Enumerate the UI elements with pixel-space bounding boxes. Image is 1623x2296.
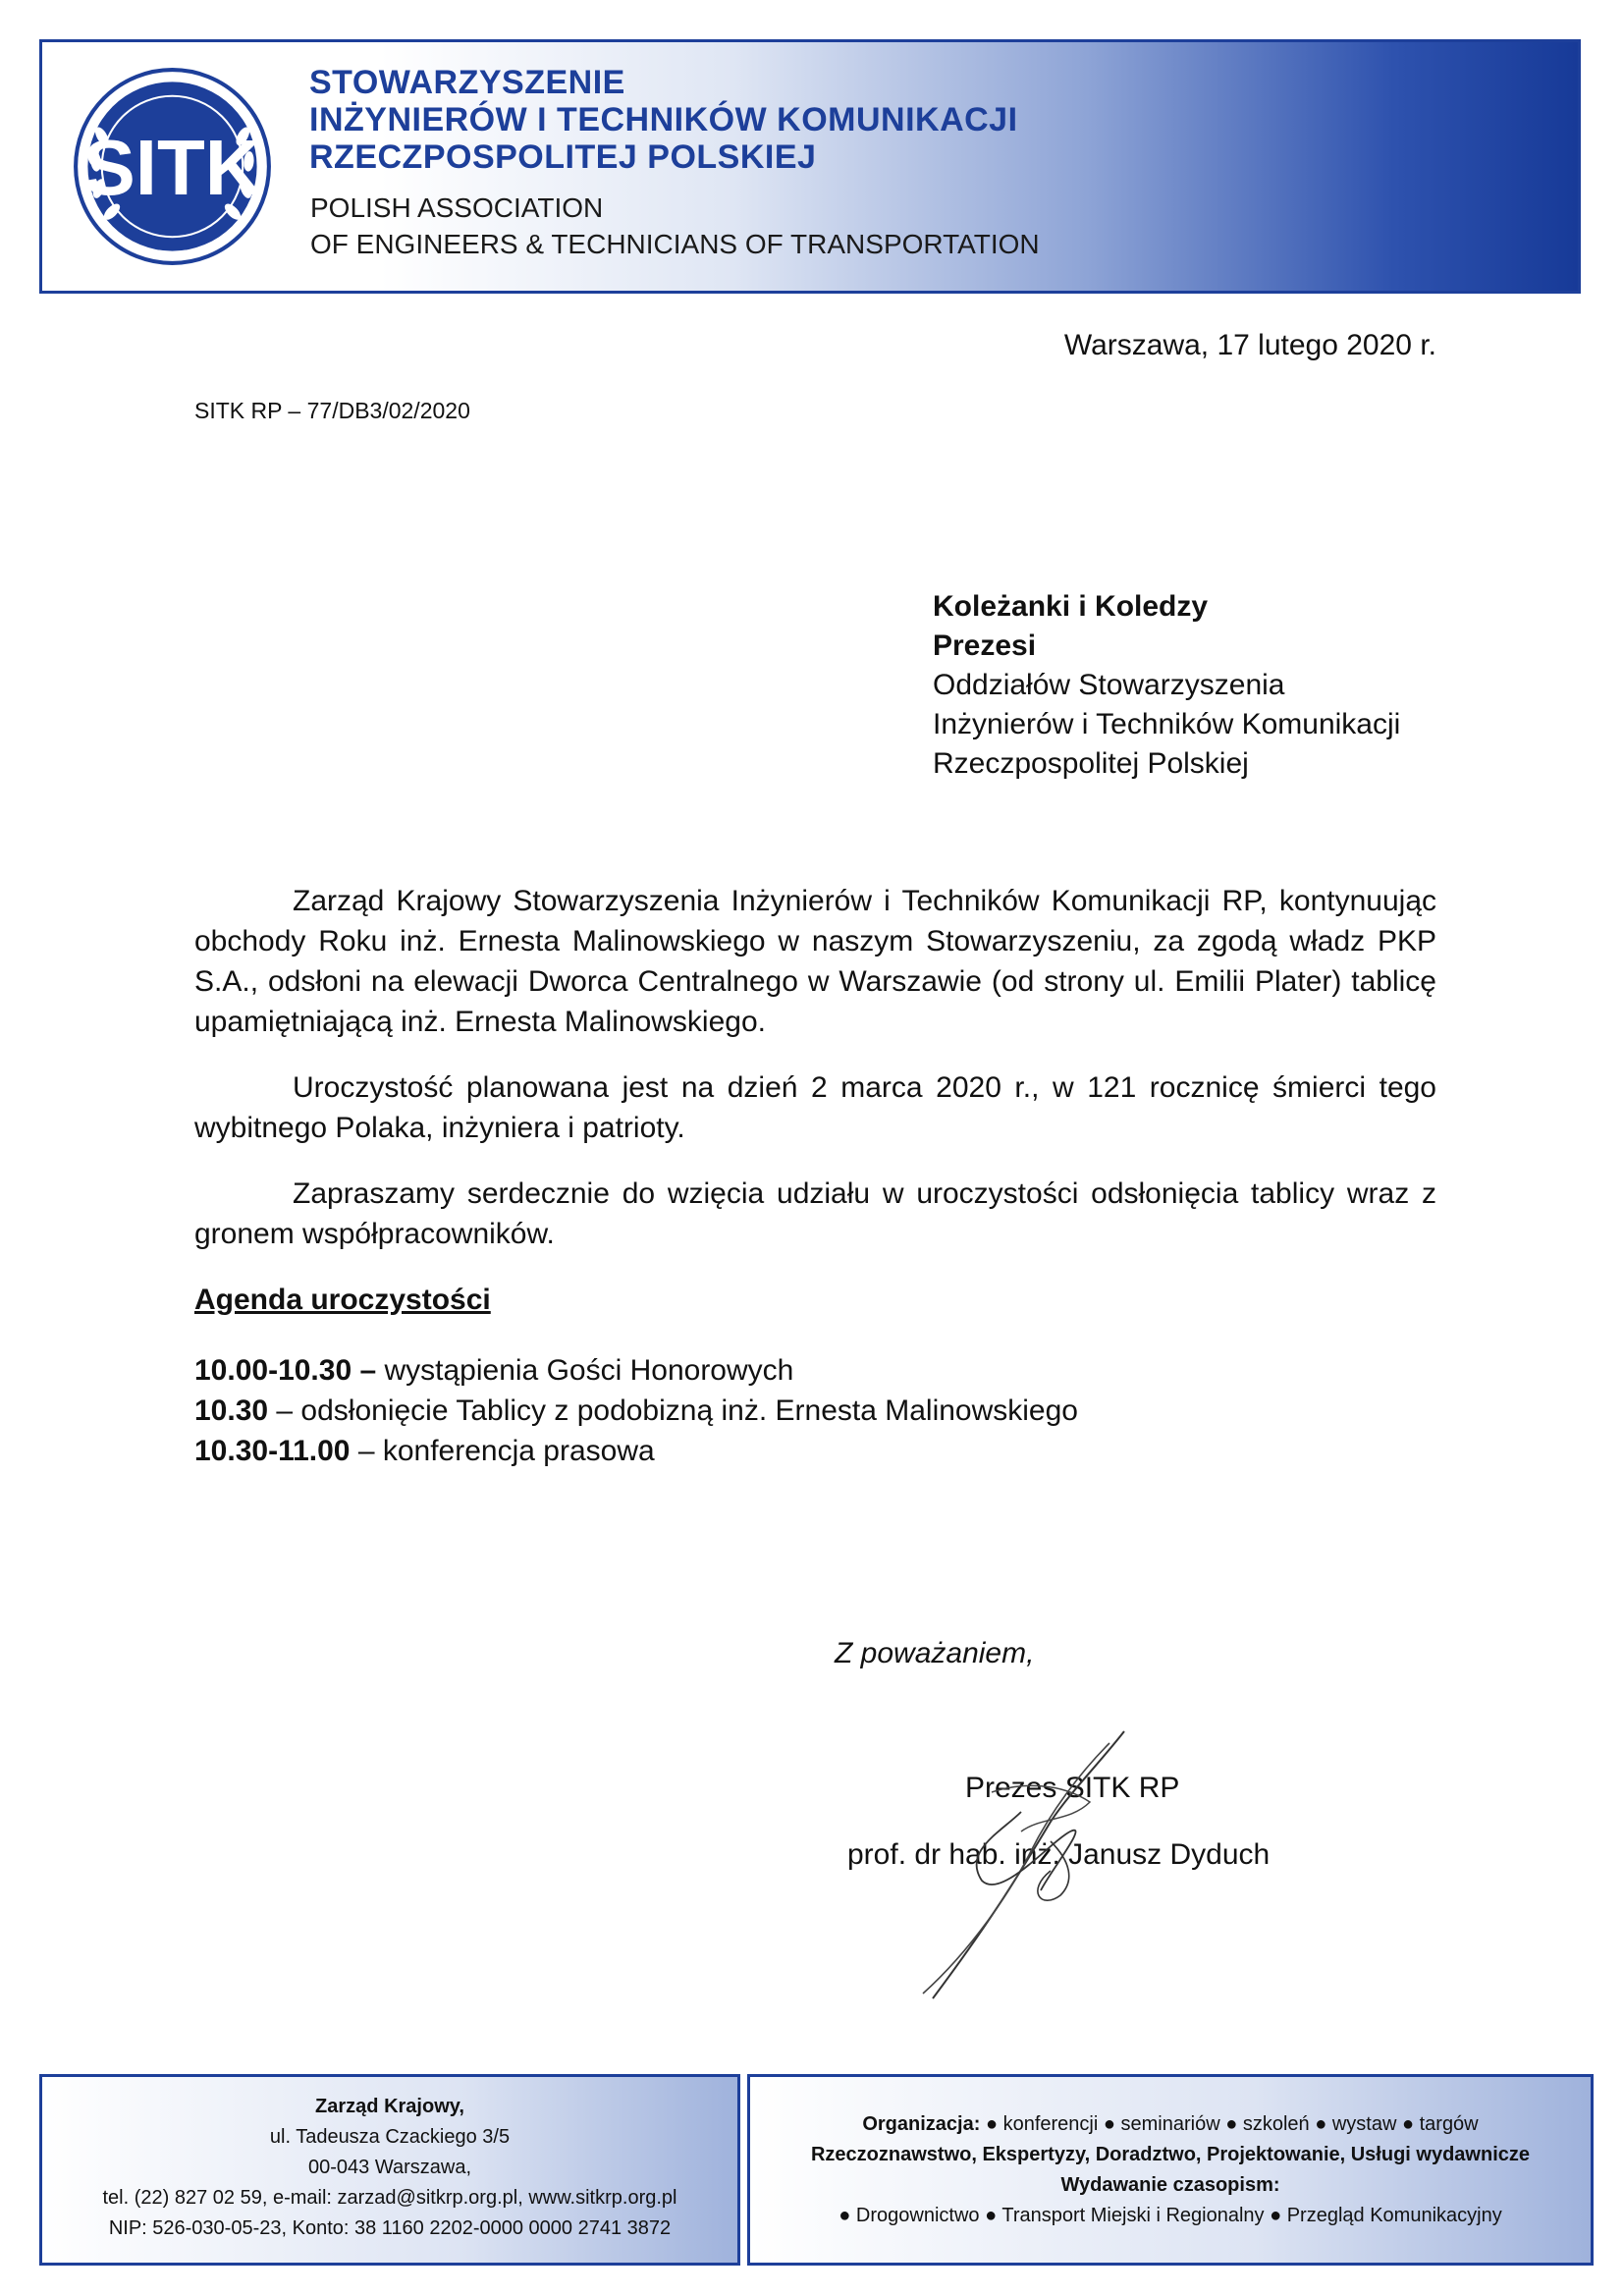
paragraph: Zarząd Krajowy Stowarzyszenia Inżynierów i Techników Komunikacji RP, kontynuując obchody Roku inż. Ernesta Malinowskiego w naszym Stowarzyszeniu, za zgodą władz PKP S.A., odsłoni na elewacji Dworca Centralnego w Warszawie (od strony ul. Emilii Plater) tablicę upamiętniającą inż. Ernesta Malinowskiego. <box>194 885 1436 1038</box>
footer-activities: Organizacja: ● konferencji ● seminariów ● szkoleń ● wystaw ● targów Rzeczoznawstwo, Ekspertyzy, Doradztwo, Projektowanie, Usługi wydawnicze Wydawanie czasopism: ● Drogownictwo ● Transport Miejski i Regionalny ● Przegląd Komunikacyjny <box>747 2074 1594 2266</box>
agenda-item: 10.30-11.00 – konferencja prasowa <box>194 1435 655 1467</box>
agenda-list <box>194 1350 1078 1471</box>
paragraph: Zapraszamy serdecznie do wzięcia udziału w uroczystości odsłonięcia tablicy wraz z gronem współpracowników. <box>194 1177 1436 1250</box>
paragraph: Uroczystość planowana jest na dzień 2 marca 2020 r., w 121 rocznicę śmierci tego wybitnego Polaka, inżyniera i patrioty. <box>194 1071 1436 1144</box>
addressee-block: Koleżanki i Koledzy Prezesi Oddziałów Stowarzyszenia Inżynierów i Techników Komunikacji Rzeczpospolitej Polskiej <box>933 590 1401 780</box>
footer-address: Zarząd Krajowy, ul. Tadeusza Czackiego 3/5 00-043 Warszawa, tel. (22) 827 02 59, e-mail: zarzad@sitkrp.org.pl, www.sitkrp.org.pl NIP: 526-030-05-23, Konto: 38 1160 2202-0000 0000 2741 3872 <box>39 2074 740 2266</box>
letter-date: Warszawa, 17 lutego 2020 r. <box>1063 329 1436 361</box>
agenda-item: 10.30 – odsłonięcie Tablicy z podobizną inż. Ernesta Malinowskiego <box>194 1394 1078 1427</box>
handwritten-signature <box>903 1723 1159 2008</box>
association-name-english: POLISH ASSOCIATION OF ENGINEERS & TECHNICIANS OF TRANSPORTATION <box>310 192 1040 259</box>
agenda-item: 10.00-10.30 – wystąpienia Gości Honorowych <box>194 1354 794 1387</box>
association-name-polish: STOWARZYSZENIE INŻYNIERÓW I TECHNIKÓW KOMUNIKACJI RZECZPOSPOLITEJ POLSKIEJ <box>309 64 1018 176</box>
svg-text:SITK: SITK <box>82 124 262 212</box>
letterhead <box>39 39 1581 294</box>
reference-number: SITK RP – 77/DB3/02/2020 <box>194 398 470 423</box>
agenda-title: Agenda uroczystości <box>194 1284 491 1316</box>
closing-phrase: Z poważaniem, <box>835 1637 1035 1669</box>
signatory-title: Prezes SITK RP <box>965 1772 1180 1804</box>
signatory-name: prof. dr hab. inż. Janusz Dyduch <box>847 1838 1271 1871</box>
letter-body <box>194 881 1436 1280</box>
sitk-logo <box>72 66 273 267</box>
